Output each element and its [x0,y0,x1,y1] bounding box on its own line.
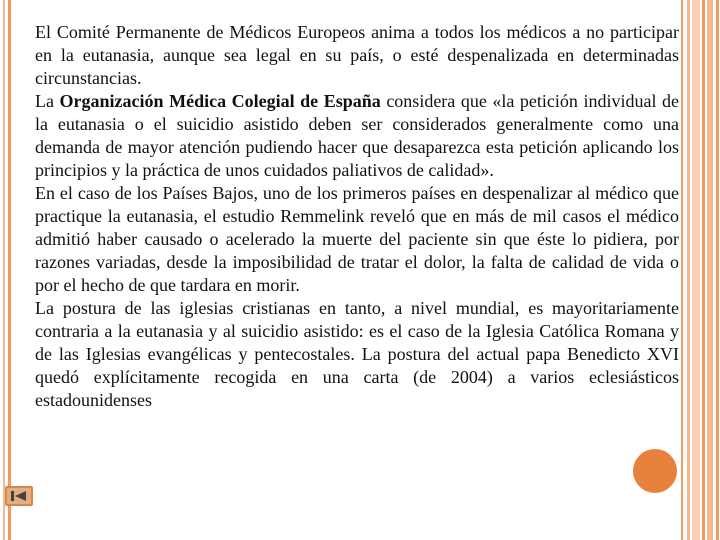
text-run: El Comité Permanente de Médicos Europeos anima a todos los médicos a no participar en la eutanasia, aunque sea legal en su país, o esté despenalizada en determinadas circunstancias. [35,22,679,88]
decorative-stripe [3,0,5,540]
text-run: La [35,91,60,111]
bold-text-run: Organización Médica Colegial de España [59,91,381,111]
text-run: En el caso de los Países Bajos, uno de los primeros países en despenalizar al médico que practique la eutanasia, el estudio Remmelink reveló que en más de mil casos el médico admitió haber causado o acelerado la muerte del paciente sin que éste lo pidiera, por razones variadas, desde la imposibilidad de tratar el dolor, la falta de calidad de vida o por el hecho de que tardara en morir. [35,183,679,295]
decorative-stripe [707,0,713,540]
previous-slide-button[interactable] [5,486,33,506]
decorative-stripe [681,0,683,540]
decorative-stripe [702,0,705,540]
skip-back-icon [10,490,28,502]
decorative-stripe [687,0,690,540]
decorative-stripe [8,0,11,540]
decorative-stripe [716,0,719,540]
paragraph [35,182,679,297]
slide-text [35,21,679,412]
text-run: La postura de las iglesias cristianas en tanto, a nivel mundial, es mayoritariamente contraria a la eutanasia y al suicidio asistido: es el caso de la Iglesia Católica Romana y de las Iglesias evangélicas y pentecostales. La postura del actual papa Benedicto XVI quedó explícitamente recogida en una carta (de 2004) a varios eclesiásticos estadounidenses [35,298,679,410]
paragraph [35,297,679,412]
text-run: considera que «la petición individual de la eutanasia o el suicidio asistido deben ser considerados generalmente como una demanda de mayor atención pudiendo hacer que desaparezca esta petición aplicando los principios y la práctica de unos cuidados paliativos de calidad». [35,91,680,180]
decorative-circle [633,449,677,493]
paragraph [35,90,679,182]
paragraph [35,21,679,90]
decorative-stripe [692,0,700,540]
